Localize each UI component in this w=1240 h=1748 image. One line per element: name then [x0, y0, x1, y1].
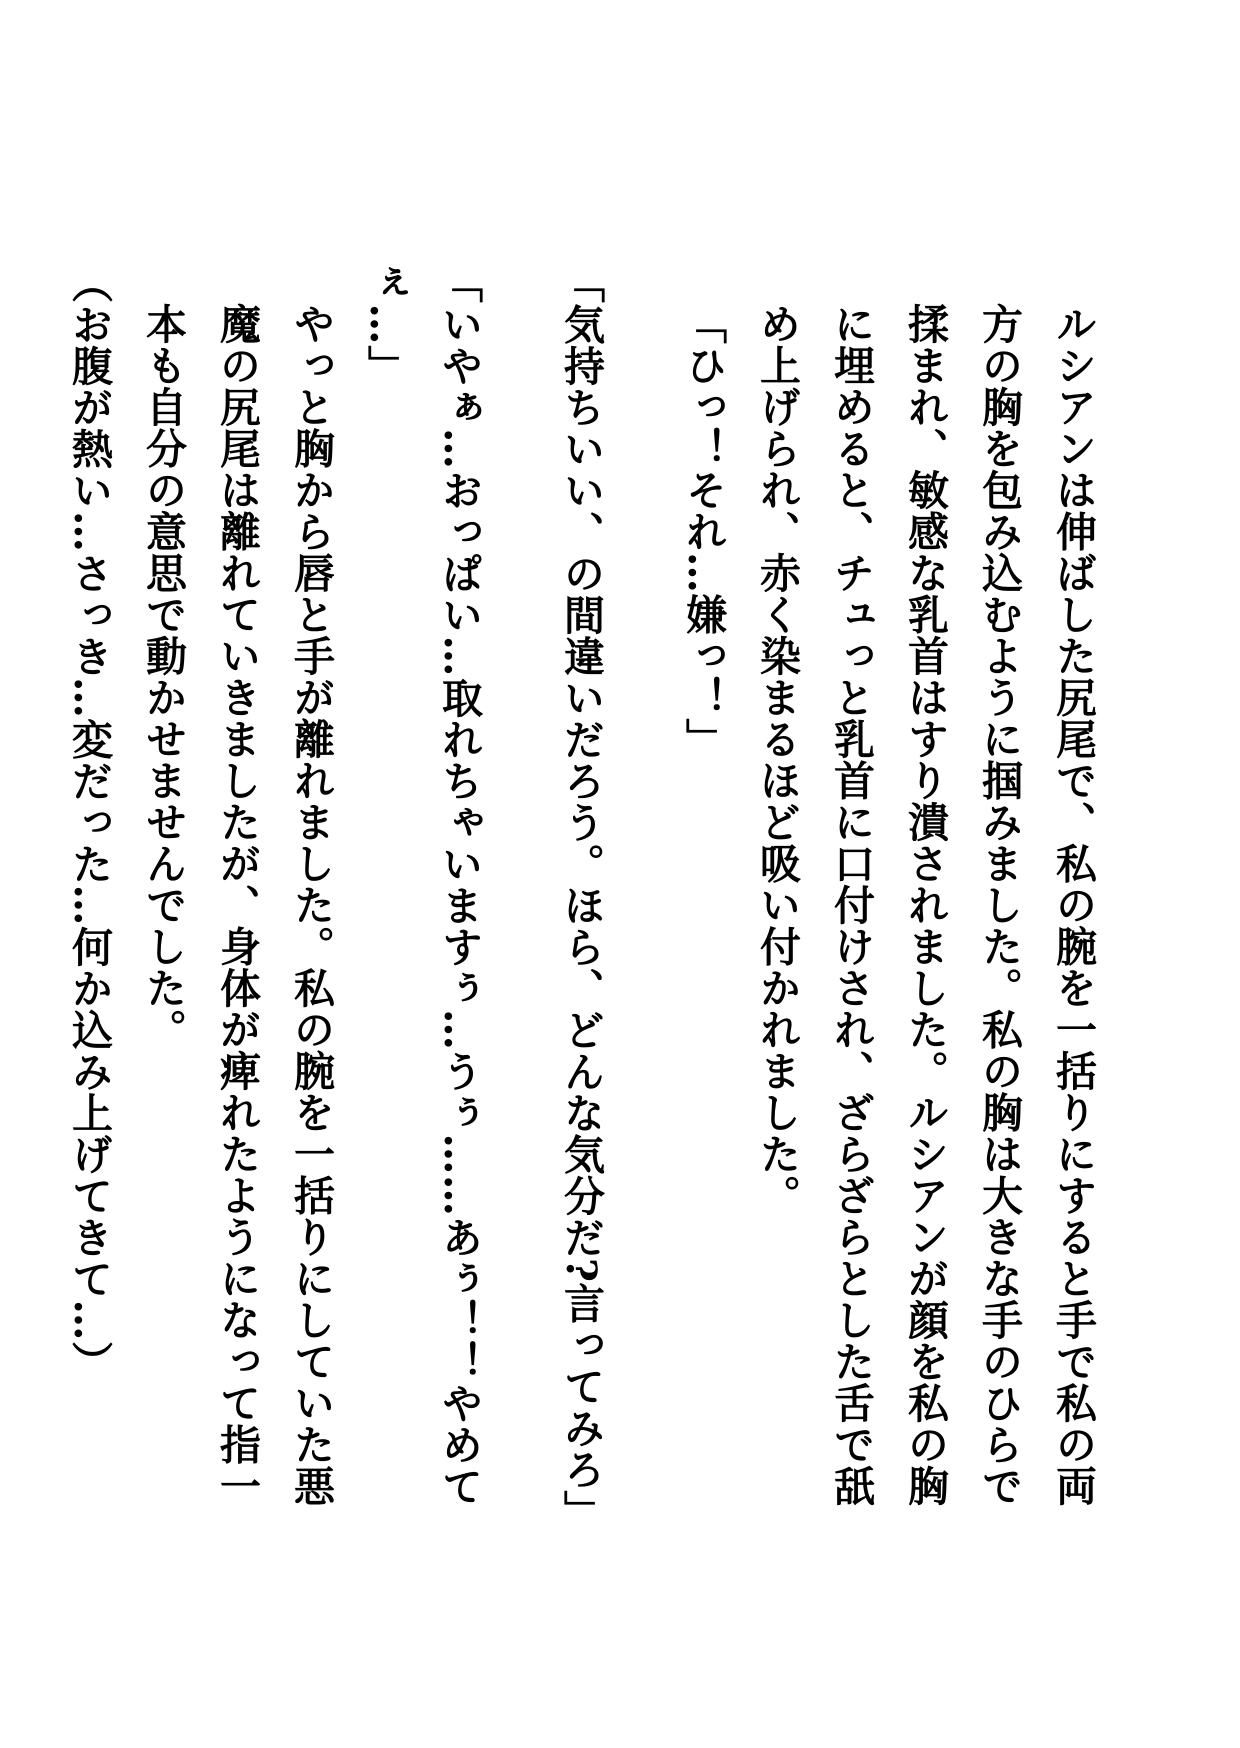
paragraph-2: やっと胸から唇と手が離れました。私の腕を一括りにしていた悪魔の尻尾は離れていきましたが、身体が痺れたようになって指一本も自分の意思で動かせませんでした。: [139, 303, 335, 1507]
dialogue-3: 「いやぁ…おっぱい…取れちゃいますぅ…うぅ……あぅ！！やめてぇ…」: [361, 262, 483, 1507]
inner-thought-1: （お腹が熱い…さっき…変だった…何か込み上げてきて…）: [65, 262, 113, 1383]
vertical-text-body: [65, 262, 1110, 1532]
paragraph-3: [0, 262, 4, 1532]
dialogue-1: 「ひっ！それ…嫌っ！」: [679, 303, 727, 760]
paragraph-1: ルシアンは伸ばした尻尾で、私の腕を一括りにすると手で私の両方の胸を包み込むように掴みました。私の胸は大きな手のひらで揉まれ、敏感な乳首はすり潰されました。ルシアンが顔を私の胸に埋めると、チュっと乳首に口付けされ、ざらざらとした舌で舐め上げられ、赤く染まるほど吸い付かれました。: [753, 303, 1097, 1507]
dialogue-2: 「気持ちいい、の間違いだろう。ほら、どんな気分だ?言ってみろ」: [557, 262, 605, 1532]
